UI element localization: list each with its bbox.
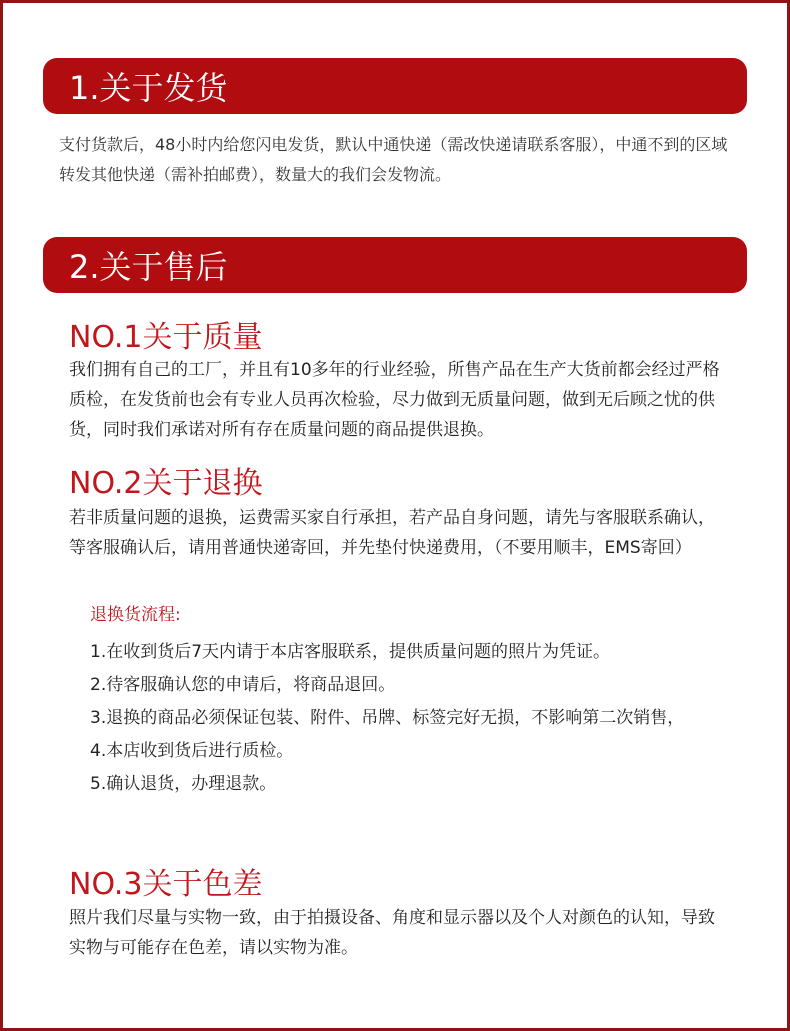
section-title: 1.关于发货 bbox=[69, 69, 228, 107]
quality-heading: NO.1关于质量 bbox=[69, 320, 263, 355]
list-item: 4.本店收到货后进行质检。 bbox=[90, 741, 294, 761]
exchange-heading: NO.2关于退换 bbox=[69, 466, 263, 501]
color-heading: NO.3关于色差 bbox=[69, 867, 263, 902]
section-header-after-sales bbox=[43, 237, 747, 293]
list-item: 3.退换的商品必须保证包装、附件、吊牌、标签完好无损，不影响第二次销售， bbox=[90, 708, 685, 728]
section-header-shipping bbox=[43, 58, 747, 114]
list-item: 1.在收到货后7天内请于本店客服联系，提供质量问题的照片为凭证。 bbox=[90, 642, 611, 662]
section-title: 2.关于售后 bbox=[69, 248, 228, 286]
list-item: 5.确认退货，办理退款。 bbox=[90, 774, 277, 794]
quality-text: 我们拥有自己的工厂，并且有10多年的行业经验，所售产品在生产大货前都会经过严格质检，在发货前也会有专业人员再次检验，尽力做到无质量问题，做到无后顾之忧的供货，同时我们承诺对所有存在质量问题的商品提供退换。 bbox=[69, 360, 720, 440]
exchange-flow-title: 退换货流程: bbox=[90, 605, 181, 625]
color-text: 照片我们尽量与实物一致，由于拍摄设备、角度和显示器以及个人对颜色的认知，导致实物与可能存在色差，请以实物为准。 bbox=[69, 908, 715, 958]
shipping-text: 支付货款后，48小时内给您闪电发货，默认中通快递（需改快递请联系客服），中通不到的区域转发其他快递（需补拍邮费），数量大的我们会发物流。 bbox=[59, 135, 728, 184]
exchange-text: 若非质量问题的退换，运费需买家自行承担，若产品自身问题，请先与客服联系确认，等客服确认后，请用普通快递寄回，并先垫付快递费用，（不要用顺丰，EMS寄回） bbox=[69, 508, 715, 558]
list-item: 2.待客服确认您的申请后，将商品退回。 bbox=[90, 675, 396, 695]
exchange-steps-list bbox=[90, 636, 730, 801]
